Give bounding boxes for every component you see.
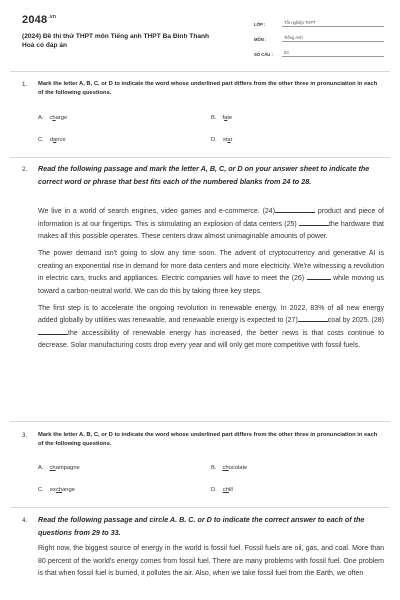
meta-row-count (254, 46, 384, 57)
option-text: r (230, 137, 233, 143)
passage-text: coal by 2025. (28) (327, 317, 384, 324)
blank-28 (38, 328, 68, 335)
meta-value: Tiếng Anh (282, 35, 384, 42)
exam-meta (254, 16, 384, 61)
passage-text: product and piece of information is at our fingertips. This is stimulating an explosion of data centers (25) (38, 208, 384, 228)
question-number: 2. (22, 166, 28, 173)
option-underlined: ch (222, 487, 229, 493)
answer-option-c[interactable] (38, 137, 66, 143)
section-divider (10, 71, 390, 72)
question-instruction: Mark the letter A, B, C, or D to indicate the word whose underlined part differs from the other three in pronunciation in each of the following questions. (38, 81, 378, 96)
option-letter: B. (211, 115, 217, 121)
option-underlined: a (53, 137, 57, 143)
option-letter: C. (38, 137, 44, 143)
meta-label: MÔN : (254, 37, 267, 42)
option-text: f (222, 115, 225, 121)
option-letter: D. (211, 487, 217, 493)
passage-text: We live in a world of search engines, video games and e-commerce. (24) (38, 208, 276, 215)
option-underlined: a (227, 137, 231, 143)
option-text: ex (49, 487, 56, 493)
blank-27 (298, 315, 328, 322)
passage-paragraph (38, 206, 384, 244)
answer-option-c[interactable] (38, 487, 75, 493)
option-letter: D. (211, 137, 217, 143)
option-underlined: ch (49, 465, 56, 471)
option-text: c (49, 115, 53, 121)
option-text: d (49, 137, 54, 143)
answer-option-b[interactable] (211, 465, 247, 471)
option-text: ange (62, 487, 75, 493)
meta-label: SỐ CÂU : (254, 52, 273, 57)
option-text: ill (228, 487, 233, 493)
question-instruction: Mark the letter A, B, C, or D to indicate the word whose underlined part differs from the other three in pronunciation in each of the following questions. (38, 432, 378, 447)
answer-option-d[interactable] (211, 487, 233, 493)
reading-passage (38, 206, 384, 357)
option-text: nce (56, 137, 66, 143)
page-header (0, 0, 400, 70)
option-letter: A. (38, 115, 44, 121)
meta-label: LỚP : (254, 22, 266, 27)
blank-25 (299, 219, 329, 226)
option-underlined: h (52, 115, 56, 121)
document-title: (2024) Đề thi thử THPT môn Tiếng anh THPT Ba Đình Thanh Hoá có đáp án (22, 33, 210, 49)
answer-option-d[interactable] (211, 137, 233, 143)
answer-option-a[interactable] (38, 115, 67, 121)
question-instruction: Read the following passage and circle A. B. C. or D to indicate the correct answer to each of the questions from 29 to 33. (38, 515, 365, 537)
blank-24 (275, 206, 315, 213)
option-text: ocolate (228, 465, 248, 471)
brand-logo[interactable] (22, 14, 56, 26)
option-letter: A. (38, 465, 44, 471)
option-underlined: ch (222, 465, 229, 471)
option-underlined: a (224, 115, 228, 121)
meta-row-grade (254, 16, 384, 27)
brand-name: 2048 (22, 14, 48, 26)
brand-suffix: .vn (48, 14, 57, 21)
option-underlined: ch (55, 487, 63, 493)
meta-row-subject (254, 31, 384, 42)
option-letter: C. (38, 487, 44, 493)
section-divider (10, 421, 390, 422)
option-text: st (222, 137, 228, 143)
section-divider (10, 507, 390, 508)
passage-text: while moving us toward a carbon-neutral world. We can do this by taking three key steps. (38, 275, 384, 295)
passage-text: the accessibility of renewable energy has increased, the better news is that costs continue to decrease. Solar manufacturing costs drop every year and will only get more competitive with fossil fuels. (38, 329, 384, 349)
question-instruction: Read the following passage and mark the letter A, B, C, or D on your answer sheet to indicate the correct word or phrase that best fits each of the numbered blanks from 24 to 28. (38, 164, 370, 186)
option-text: arge (55, 115, 68, 121)
reading-passage (38, 543, 384, 585)
passage-paragraph (38, 248, 384, 298)
blank-26 (307, 273, 331, 280)
passage-text: The power demand isn't going to slow any time soon. The advent of cryptocurrency and generative AI is creating an exponential rise in demand for more data centers and more electricity. We're witnessing a revolution in electric cars, trucks and appliances. Electric companies will have to meet the (26) (38, 250, 384, 282)
passage-text: the hardware that makes all this possible operates. These centers draw almost unimaginable amounts of power. (38, 220, 384, 240)
answer-option-b[interactable] (211, 115, 232, 121)
option-text: te (227, 115, 233, 121)
passage-text: The first step is to accelerate the ongoing revolution in renewable energy. In 2022, 83% of all new energy added globally by utilities was renewable, and renewable energy is expected to (27) (38, 304, 384, 324)
answer-option-a[interactable] (38, 465, 80, 471)
question-number: 4. (22, 517, 28, 524)
passage-paragraph: Right now, the biggest source of energy in the world is fossil fuel. Fossil fuels are oil, gas, and coal. More than 80 percent of the world's energy comes from fossil fuel. There are many problems with fossil fuel. One problem is that when fossil fuel is burned, it pollutes the air. Also, when we take fossil fuel from the Earth, we often (38, 545, 384, 577)
question-number: 3. (22, 432, 28, 439)
passage-paragraph (38, 303, 384, 353)
question-number: 1. (22, 81, 28, 88)
option-letter: B. (211, 465, 217, 471)
section-divider (10, 157, 390, 158)
meta-value: 53 (282, 50, 384, 57)
meta-value: Tốt nghiệp THPT (282, 20, 384, 27)
option-text: ampagne (55, 465, 80, 471)
